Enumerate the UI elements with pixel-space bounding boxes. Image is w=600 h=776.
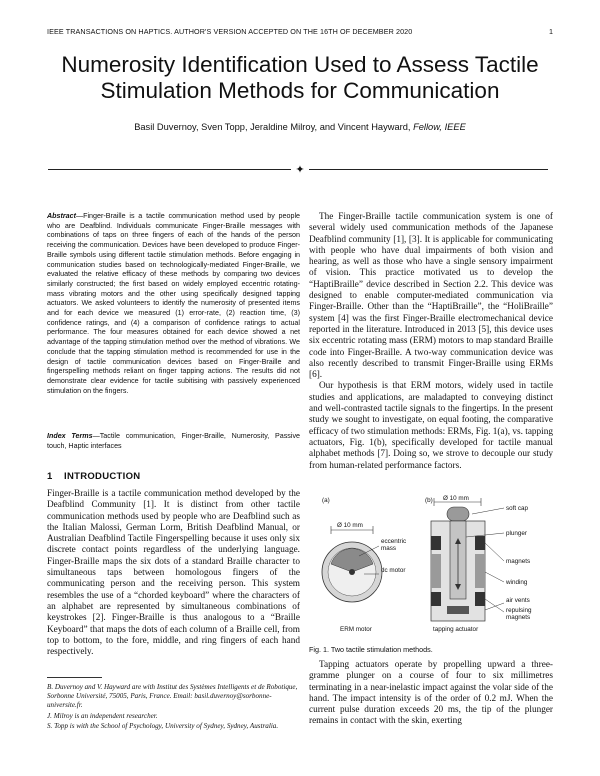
section-title: INTRODUCTION bbox=[64, 471, 141, 482]
magnets-label: magnets bbox=[506, 558, 531, 565]
repulsing-label-2: magnets bbox=[506, 614, 531, 621]
author-list bbox=[60, 122, 540, 132]
footnotes bbox=[47, 683, 300, 732]
diamond-ornament: ✦ bbox=[291, 163, 309, 176]
abstract-label: Abstract bbox=[47, 212, 76, 220]
winding-label: winding bbox=[506, 579, 528, 586]
air-vents-label: air vents bbox=[506, 597, 530, 604]
erm-caption: ERM motor bbox=[340, 626, 372, 633]
dc-motor-label: dc motor bbox=[381, 567, 406, 574]
index-terms-text: —Tactile communication, Finger-Braille, Numerosity, Passive touch, Haptic interfaces bbox=[47, 432, 300, 450]
erm-motor-drawing bbox=[322, 522, 382, 602]
repulsing-label-1: repulsing bbox=[506, 607, 532, 614]
page-number: 1 bbox=[549, 27, 553, 36]
intro-text: Finger-Braille is a tactile communication method developed by the Deafblind Community [1]. It is distinct from other tactile communication methods used by people who are Deafblind such as the Italian Malossi, German Lorm, British Deafblind Manual, or Australian Deafblind Tactile Fingerspelling because it uses only six discrete contact points regardless of the underlying language. Finger-Braille maps the six dots of a standard Braille character to simultaneous taps between homologous fingers of the communicating person and the receiving person. This system resembles the use of a “chorded keyboard” where the characters of an alphabet are represented by simultaneous combinations of keystrokes [2]. Finger-Braille is thus analogous to a “Braille Keyboard” that maps the dots of each column of a Braille cell, from top to bottom, to the fore, middle, and ring fingers of each hand respectively. bbox=[47, 489, 300, 658]
intro-paragraph bbox=[47, 489, 300, 658]
plunger-label: plunger bbox=[506, 530, 528, 537]
footnote-affiliation-3: S. Topp is with the School of Psychology, University of Sydney, Sydney, Australia. bbox=[47, 721, 279, 730]
abstract bbox=[47, 212, 300, 396]
tap-caption: tapping actuator bbox=[433, 626, 479, 633]
eccentric-label-2: mass bbox=[381, 545, 397, 552]
author-names: Basil Duvernoy, Sven Topp, Jeraldine Milroy, and Vincent Hayward, bbox=[134, 122, 411, 132]
body-paragraph-1: The Finger-Braille tactile communication system is one of several widely used communication methods of the Japanese Deafblind community [1], [3]. It is applicable for communicating with people who have dual impairments of both vision and hearing, as well as those who have a single sensory impairment of vision. This practice motivated us to develop the “HaptiBraille” device described in Section 2.2. This device was designed to enable computer-mediated communication via Finger-Braille. Other than the “HaptiBraille”, the “HoliBraille” system [4] was the first Finger-Braille electromechanical device reported in the literature. Introduced in 2013 [5], this device uses six eccentric rotating mass (ERM) motors to map standard Braille code into Finger-Braille. A two-way communication device was also recently described to transmit Finger-Braille using ERMs [6]. bbox=[309, 212, 553, 381]
after-figure-text bbox=[309, 660, 553, 728]
soft-cap-label: soft cap bbox=[506, 505, 529, 512]
body-paragraph-2: Our hypothesis is that ERM motors, widely used in tactile studies and applications, are maladapted to conveying distinct and well-contrasted tactile signals to the fingertips. In the present study we sought to investigate, on equal footing, the comparative efficacy of two stimulation methods: ERMs, Fig. 1(a), vs. tapping actuators, Fig. 1(b), specifically developed for tactile manual alphabet methods [7]. Doing so, we strove to decouple our study from human-related performance factors. bbox=[309, 381, 553, 471]
abstract-text: —Finger-Braille is a tactile communication method used by people who are Deafblind. Individuals communicate Finger-Braille messages with combinations of taps on three fingers of each of the hands of the person receiving the communication. Devices have been developed to produce Finger-Braille symbols using different tactile stimulation methods. Before engaging in communication studies based on technologically-mediated Finger-Braille, we evaluated the relative efficacy of these methods by comparing two devices similarly constructed; the first based on widely employed eccentric rotating-mass vibrating motors and the other using specifically designed tapping actuators. We asked volunteers to identify the numerosity of presented items and for each device we measured (1) error-rate, (2) reaction time, (3) confidence ratings, and (4) a comparison of confidence ratings to actual performance. The four measures obtained for each device showed a net advantage of the tapping stimulation method over the method of vibrations. We conclude that the tapping stimulation method is recommended for use in the design of tactile communication devices based on Finger-Braille and fingerspelling methods reliant on finger tapping actions. The results did not demonstrate clear evidence for tactile subitising with passively experienced stimulation on the fingers. bbox=[47, 212, 300, 395]
figure-1 bbox=[309, 492, 553, 642]
eccentric-label-1: eccentric bbox=[381, 538, 407, 545]
dim-b-label: Ø 10 mm bbox=[443, 495, 469, 502]
index-terms bbox=[47, 432, 300, 451]
right-column-text bbox=[309, 212, 553, 472]
footnote-affiliation-2: J. Milroy is an independent researcher. bbox=[47, 711, 158, 720]
panel-a-label: (a) bbox=[322, 497, 330, 504]
running-head: IEEE TRANSACTIONS ON HAPTICS. AUTHOR'S VERSION ACCEPTED ON THE 16TH OF DECEMBER 2020 bbox=[47, 27, 413, 36]
section-number: 1 bbox=[47, 471, 53, 482]
footnote-affiliation-1: B. Duvernoy and V. Hayward are with Institut des Systèmes Intelligents et de Robotique, Sorbonne Université, 75005, Paris, France. Email: basil.duvernoy@sorbonne-universite.fr. bbox=[47, 683, 298, 710]
paper-title: Numerosity Identification Used to Assess Tactile Stimulation Methods for Communication bbox=[61, 52, 539, 103]
author-suffix: Fellow, IEEE bbox=[413, 122, 466, 132]
footnote-rule bbox=[47, 677, 102, 678]
body-paragraph-3: Tapping actuators operate by propelling upward a three-gramme plunger on a course of four to six millimetres terminating in a near-inelastic impact against the volar side of the hand. The impact intensity is of the order of 0.2 mJ. When the current pulse duration exceeds 20 ms, the tip of the plunger remains in contact with the skin, exerting bbox=[309, 660, 553, 727]
figure-caption: Fig. 1. Two tactile stimulation methods. bbox=[309, 645, 433, 654]
panel-b-label: (b) bbox=[425, 497, 433, 504]
index-terms-label: Index Terms bbox=[47, 432, 93, 440]
dim-a-label: Ø 10 mm bbox=[337, 522, 363, 529]
tapping-actuator-drawing bbox=[431, 495, 504, 621]
